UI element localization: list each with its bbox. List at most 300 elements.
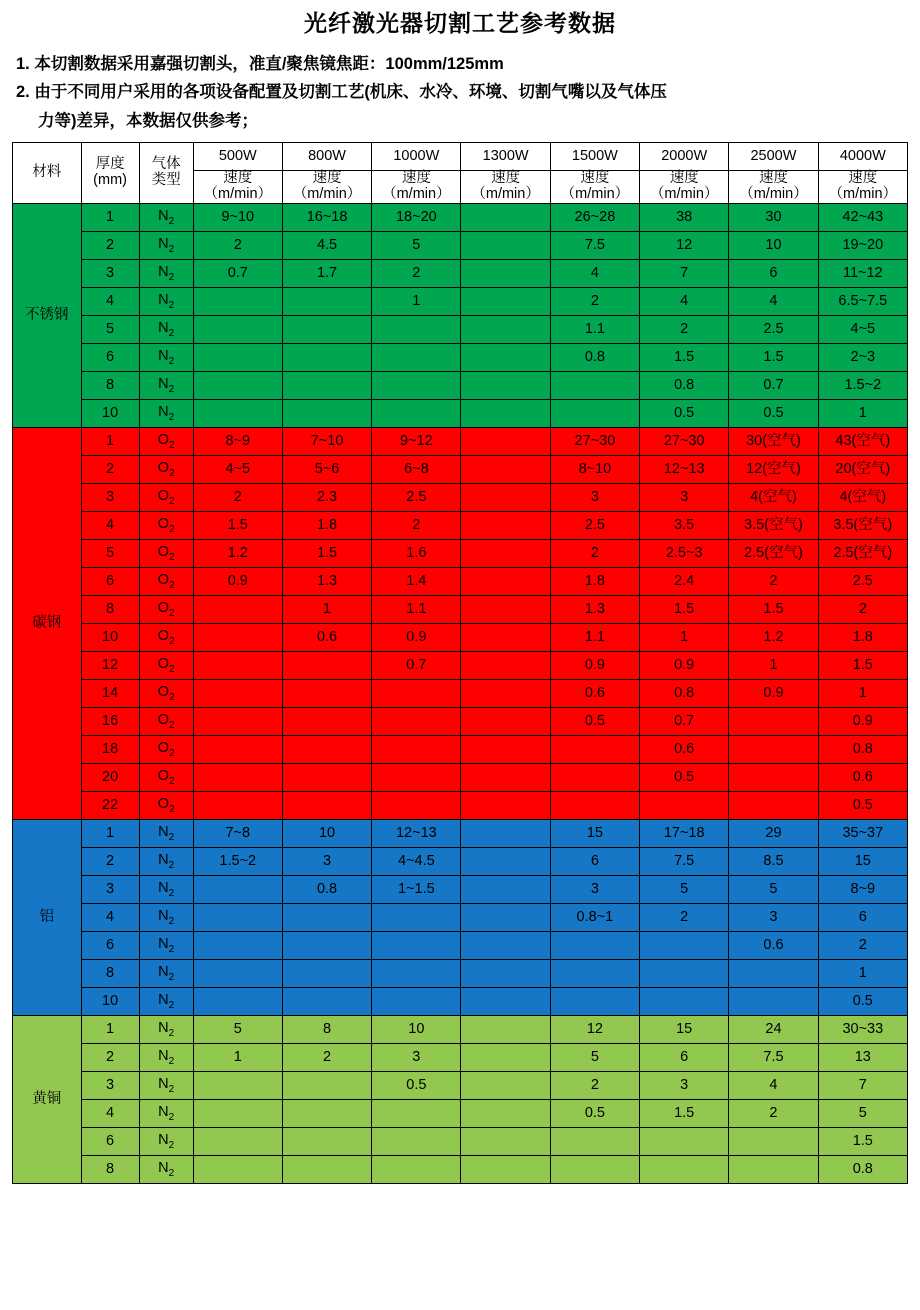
- thickness-cell: 2: [81, 232, 139, 260]
- speed-cell: 19~20: [818, 232, 907, 260]
- speed-cell: [461, 260, 550, 288]
- speed-cell: 7.5: [550, 232, 639, 260]
- speed-cell: [550, 736, 639, 764]
- gas-cell: $N_2$: [139, 1100, 193, 1128]
- speed-cell: [461, 1128, 550, 1156]
- header-thickness: [81, 143, 139, 204]
- speed-cell: [193, 680, 282, 708]
- speed-cell: [461, 680, 550, 708]
- table-row: [13, 1072, 908, 1100]
- speed-cell: [461, 372, 550, 400]
- speed-cell: 11~12: [818, 260, 907, 288]
- speed-cell: 4(空气): [729, 484, 818, 512]
- speed-cell: 0.6: [818, 764, 907, 792]
- speed-cell: [282, 736, 371, 764]
- thickness-cell: 2: [81, 456, 139, 484]
- thickness-cell: 4: [81, 288, 139, 316]
- speed-cell: [282, 1156, 371, 1184]
- table-row: [13, 540, 908, 568]
- gas-cell: $O_2$: [139, 708, 193, 736]
- header-speed-500w: [193, 171, 282, 204]
- speed-cell: 1.5: [640, 596, 729, 624]
- note-line-2: 2. 由于不同用户采用的各项设备配置及切割工艺(机床、水冷、环境、切割气嘴以及气体压: [16, 83, 667, 102]
- speed-cell: 1.5: [193, 512, 282, 540]
- thickness-cell: 4: [81, 1100, 139, 1128]
- table-row: [13, 652, 908, 680]
- speed-cell: 1.2: [193, 540, 282, 568]
- speed-cell: 3: [282, 848, 371, 876]
- gas-cell: $O_2$: [139, 540, 193, 568]
- speed-cell: 2: [193, 232, 282, 260]
- speed-cell: [461, 540, 550, 568]
- speed-cell: 12: [550, 1016, 639, 1044]
- speed-cell: [282, 1128, 371, 1156]
- speed-cell: 2: [282, 1044, 371, 1072]
- table-row: [13, 204, 908, 232]
- speed-cell: [729, 764, 818, 792]
- header-gas-line1: 气体: [151, 156, 181, 173]
- speed-cell: 4~4.5: [372, 848, 461, 876]
- speed-cell: [193, 736, 282, 764]
- speed-cell: 0.5: [818, 792, 907, 820]
- speed-cell: [461, 428, 550, 456]
- speed-cell: 2.5: [550, 512, 639, 540]
- speed-cell: [461, 820, 550, 848]
- speed-cell: 38: [640, 204, 729, 232]
- thickness-cell: 3: [81, 484, 139, 512]
- speed-cell: 5: [640, 876, 729, 904]
- thickness-cell: 2: [81, 1044, 139, 1072]
- thickness-cell: 4: [81, 512, 139, 540]
- table-row: [13, 288, 908, 316]
- speed-cell: [193, 1100, 282, 1128]
- speed-cell: 4: [729, 288, 818, 316]
- speed-cell: [550, 792, 639, 820]
- speed-cell: [372, 988, 461, 1016]
- speed-cell: 1: [640, 624, 729, 652]
- speed-cell: 8~9: [193, 428, 282, 456]
- speed-cell: [282, 932, 371, 960]
- speed-cell: 2: [550, 1072, 639, 1100]
- thickness-cell: 8: [81, 960, 139, 988]
- thickness-cell: 6: [81, 344, 139, 372]
- speed-cell: [461, 1156, 550, 1184]
- speed-cell: 2.5(空气): [729, 540, 818, 568]
- speed-cell: [461, 708, 550, 736]
- speed-cell: 4(空气): [818, 484, 907, 512]
- speed-cell: 30~33: [818, 1016, 907, 1044]
- thickness-cell: 4: [81, 904, 139, 932]
- table-body: [13, 204, 908, 1184]
- table-row: [13, 848, 908, 876]
- speed-unit: （m/min）: [560, 186, 630, 203]
- speed-cell: [461, 848, 550, 876]
- header-power-4000w: 4000W: [818, 143, 907, 171]
- gas-cell: $N_2$: [139, 204, 193, 232]
- speed-cell: 9~10: [193, 204, 282, 232]
- speed-cell: 5: [818, 1100, 907, 1128]
- gas-cell: $O_2$: [139, 596, 193, 624]
- speed-cell: 4~5: [193, 456, 282, 484]
- header-gas: [139, 143, 193, 204]
- speed-cell: [372, 792, 461, 820]
- speed-cell: 2: [550, 288, 639, 316]
- speed-cell: [729, 736, 818, 764]
- speed-cell: [461, 1072, 550, 1100]
- speed-cell: [193, 624, 282, 652]
- speed-cell: [193, 652, 282, 680]
- speed-cell: [372, 344, 461, 372]
- speed-cell: 30(空气): [729, 428, 818, 456]
- speed-cell: 24: [729, 1016, 818, 1044]
- table-row: [13, 1016, 908, 1044]
- speed-cell: 1.5: [640, 1100, 729, 1128]
- header-speed-1000w: [372, 171, 461, 204]
- gas-cell: $N_2$: [139, 260, 193, 288]
- speed-cell: [282, 344, 371, 372]
- thickness-cell: 8: [81, 1156, 139, 1184]
- speed-cell: 0.5: [550, 708, 639, 736]
- speed-unit: （m/min）: [203, 186, 273, 203]
- speed-cell: 0.9: [640, 652, 729, 680]
- speed-cell: [640, 1128, 729, 1156]
- table-row: [13, 344, 908, 372]
- speed-cell: [282, 400, 371, 428]
- header-thickness-line2: (mm): [93, 172, 127, 189]
- speed-cell: [193, 288, 282, 316]
- speed-cell: [282, 708, 371, 736]
- speed-label: 速度: [491, 170, 521, 187]
- speed-cell: 4~5: [818, 316, 907, 344]
- speed-cell: 10: [282, 820, 371, 848]
- speed-cell: 2: [729, 1100, 818, 1128]
- table-row: [13, 708, 908, 736]
- speed-cell: 2.5: [372, 484, 461, 512]
- header-speed-1300w: [461, 171, 550, 204]
- speed-cell: [461, 932, 550, 960]
- speed-cell: 12(空气): [729, 456, 818, 484]
- thickness-cell: 1: [81, 820, 139, 848]
- header-speed-2500w: [729, 171, 818, 204]
- table-row: [13, 820, 908, 848]
- speed-cell: 1.5: [729, 344, 818, 372]
- speed-cell: [461, 764, 550, 792]
- speed-cell: [729, 960, 818, 988]
- gas-cell: $N_2$: [139, 1016, 193, 1044]
- speed-cell: 0.6: [550, 680, 639, 708]
- speed-cell: [461, 652, 550, 680]
- speed-cell: [372, 764, 461, 792]
- thickness-cell: 18: [81, 736, 139, 764]
- speed-label: 速度: [223, 170, 253, 187]
- thickness-cell: 10: [81, 400, 139, 428]
- speed-cell: 4: [729, 1072, 818, 1100]
- speed-cell: 1.8: [550, 568, 639, 596]
- speed-unit: （m/min）: [739, 186, 808, 203]
- speed-cell: 3.5: [640, 512, 729, 540]
- speed-cell: 1: [818, 680, 907, 708]
- table-row: [13, 904, 908, 932]
- speed-cell: [193, 960, 282, 988]
- material-cell: 不锈钢: [13, 204, 82, 428]
- table-row: [13, 792, 908, 820]
- speed-cell: [193, 708, 282, 736]
- speed-cell: 3: [729, 904, 818, 932]
- thickness-cell: 8: [81, 372, 139, 400]
- speed-cell: [193, 792, 282, 820]
- speed-label: 速度: [580, 170, 610, 187]
- note-line-3: 力等)差异，本数据仅供参考；: [38, 111, 258, 130]
- speed-cell: [372, 736, 461, 764]
- speed-cell: 0.6: [729, 932, 818, 960]
- speed-cell: 7.5: [640, 848, 729, 876]
- table-row: [13, 400, 908, 428]
- speed-cell: 1.8: [818, 624, 907, 652]
- speed-cell: 3.5(空气): [818, 512, 907, 540]
- speed-cell: 0.8: [818, 1156, 907, 1184]
- speed-cell: [193, 876, 282, 904]
- speed-cell: [461, 1044, 550, 1072]
- table-row: [13, 456, 908, 484]
- material-cell: 碳钢: [13, 428, 82, 820]
- table-row: [13, 1100, 908, 1128]
- speed-cell: [729, 988, 818, 1016]
- speed-cell: [640, 1156, 729, 1184]
- speed-cell: [550, 764, 639, 792]
- thickness-cell: 1: [81, 428, 139, 456]
- speed-cell: 8.5: [729, 848, 818, 876]
- speed-cell: 7~10: [282, 428, 371, 456]
- speed-cell: [461, 1100, 550, 1128]
- speed-cell: 1.7: [282, 260, 371, 288]
- speed-cell: [550, 960, 639, 988]
- speed-cell: [193, 372, 282, 400]
- speed-cell: 8~10: [550, 456, 639, 484]
- speed-cell: 0.5: [550, 1100, 639, 1128]
- speed-cell: 0.5: [818, 988, 907, 1016]
- speed-cell: 1.6: [372, 540, 461, 568]
- speed-cell: [729, 1128, 818, 1156]
- speed-cell: [550, 372, 639, 400]
- speed-cell: 1.2: [729, 624, 818, 652]
- gas-cell: $N_2$: [139, 316, 193, 344]
- speed-cell: [461, 568, 550, 596]
- thickness-cell: 16: [81, 708, 139, 736]
- speed-cell: [640, 960, 729, 988]
- header-speed-1500w: [550, 171, 639, 204]
- speed-cell: 0.5: [372, 1072, 461, 1100]
- speed-cell: 35~37: [818, 820, 907, 848]
- speed-cell: [372, 1100, 461, 1128]
- speed-cell: 1.5: [818, 652, 907, 680]
- speed-cell: [282, 288, 371, 316]
- speed-cell: [461, 596, 550, 624]
- header-gas-line2: 类型: [151, 172, 181, 189]
- speed-cell: 5: [550, 1044, 639, 1072]
- speed-cell: [461, 456, 550, 484]
- speed-cell: 0.5: [640, 764, 729, 792]
- header-speed-4000w: [818, 171, 907, 204]
- speed-cell: 3: [550, 876, 639, 904]
- speed-cell: [372, 316, 461, 344]
- speed-cell: 7.5: [729, 1044, 818, 1072]
- speed-cell: 30: [729, 204, 818, 232]
- thickness-cell: 5: [81, 540, 139, 568]
- gas-cell: $N_2$: [139, 1128, 193, 1156]
- speed-cell: 1~1.5: [372, 876, 461, 904]
- speed-cell: 1.5: [282, 540, 371, 568]
- speed-cell: 43(空气): [818, 428, 907, 456]
- thickness-cell: 3: [81, 876, 139, 904]
- speed-cell: 3: [372, 1044, 461, 1072]
- speed-cell: [640, 792, 729, 820]
- speed-cell: 1: [818, 400, 907, 428]
- speed-cell: [729, 708, 818, 736]
- speed-cell: [372, 1128, 461, 1156]
- speed-cell: [461, 988, 550, 1016]
- speed-cell: 20(空气): [818, 456, 907, 484]
- speed-cell: 6.5~7.5: [818, 288, 907, 316]
- cutting-parameters-table: [12, 142, 908, 1184]
- speed-cell: 3.5(空气): [729, 512, 818, 540]
- speed-cell: 2.5: [729, 316, 818, 344]
- speed-cell: [282, 904, 371, 932]
- speed-cell: [461, 204, 550, 232]
- thickness-cell: 8: [81, 596, 139, 624]
- speed-cell: 12~13: [640, 456, 729, 484]
- speed-unit: （m/min）: [292, 186, 362, 203]
- speed-cell: [282, 960, 371, 988]
- speed-cell: 1: [372, 288, 461, 316]
- table-row: [13, 960, 908, 988]
- speed-cell: 10: [729, 232, 818, 260]
- thickness-cell: 22: [81, 792, 139, 820]
- speed-cell: 42~43: [818, 204, 907, 232]
- speed-cell: 4.5: [282, 232, 371, 260]
- thickness-cell: 20: [81, 764, 139, 792]
- speed-cell: [282, 680, 371, 708]
- speed-cell: 2: [193, 484, 282, 512]
- speed-cell: [193, 596, 282, 624]
- speed-cell: 2: [818, 596, 907, 624]
- speed-cell: 7: [640, 260, 729, 288]
- speed-cell: 0.8~1: [550, 904, 639, 932]
- speed-cell: [729, 792, 818, 820]
- gas-cell: $N_2$: [139, 1072, 193, 1100]
- note-line-1: 1. 本切割数据采用嘉强切割头，准直/聚焦镜焦距：100mm/125mm: [16, 54, 504, 73]
- speed-cell: 10: [372, 1016, 461, 1044]
- speed-cell: 1: [282, 596, 371, 624]
- speed-cell: 27~30: [640, 428, 729, 456]
- speed-cell: 2.4: [640, 568, 729, 596]
- speed-cell: 2: [729, 568, 818, 596]
- speed-cell: 26~28: [550, 204, 639, 232]
- gas-cell: $N_2$: [139, 988, 193, 1016]
- speed-cell: 2.5(空气): [818, 540, 907, 568]
- gas-cell: $O_2$: [139, 680, 193, 708]
- speed-cell: 2.3: [282, 484, 371, 512]
- table-row: [13, 596, 908, 624]
- speed-cell: 2.5~3: [640, 540, 729, 568]
- speed-cell: 5~6: [282, 456, 371, 484]
- speed-cell: 6: [729, 260, 818, 288]
- header-row-power: [13, 143, 908, 171]
- speed-cell: [729, 1156, 818, 1184]
- table-row: [13, 680, 908, 708]
- gas-cell: $O_2$: [139, 428, 193, 456]
- speed-cell: 1.1: [550, 624, 639, 652]
- speed-cell: 2: [550, 540, 639, 568]
- speed-label: 速度: [312, 170, 342, 187]
- speed-cell: [461, 792, 550, 820]
- speed-cell: [193, 400, 282, 428]
- speed-cell: [282, 372, 371, 400]
- speed-cell: 0.9: [193, 568, 282, 596]
- speed-cell: 5: [729, 876, 818, 904]
- speed-cell: [282, 652, 371, 680]
- header-power-1000w: 1000W: [372, 143, 461, 171]
- speed-cell: 1.3: [282, 568, 371, 596]
- speed-cell: 4: [640, 288, 729, 316]
- speed-cell: [372, 400, 461, 428]
- speed-cell: 1: [729, 652, 818, 680]
- speed-cell: [193, 1072, 282, 1100]
- speed-cell: 15: [550, 820, 639, 848]
- speed-cell: [193, 988, 282, 1016]
- speed-cell: 2.5: [818, 568, 907, 596]
- speed-cell: 18~20: [372, 204, 461, 232]
- speed-label: 速度: [401, 170, 431, 187]
- speed-cell: 16~18: [282, 204, 371, 232]
- thickness-cell: 3: [81, 260, 139, 288]
- speed-cell: 17~18: [640, 820, 729, 848]
- thickness-cell: 6: [81, 1128, 139, 1156]
- speed-cell: [372, 708, 461, 736]
- header-thickness-line1: 厚度: [95, 156, 125, 173]
- material-cell: 黄铜: [13, 1016, 82, 1184]
- speed-cell: 4: [550, 260, 639, 288]
- speed-cell: [461, 960, 550, 988]
- speed-unit: （m/min）: [382, 186, 451, 203]
- speed-cell: 0.8: [550, 344, 639, 372]
- speed-cell: 2: [640, 904, 729, 932]
- speed-cell: [461, 1016, 550, 1044]
- table-row: [13, 316, 908, 344]
- speed-cell: 8~9: [818, 876, 907, 904]
- speed-cell: [640, 932, 729, 960]
- speed-unit: （m/min）: [471, 186, 540, 203]
- speed-cell: 6: [640, 1044, 729, 1072]
- gas-cell: $N_2$: [139, 400, 193, 428]
- speed-cell: 2: [372, 512, 461, 540]
- speed-cell: [640, 988, 729, 1016]
- speed-cell: [550, 988, 639, 1016]
- header-material: 材料: [13, 143, 82, 204]
- gas-cell: $N_2$: [139, 344, 193, 372]
- table-row: [13, 1128, 908, 1156]
- speed-cell: 1.3: [550, 596, 639, 624]
- speed-cell: 0.5: [729, 400, 818, 428]
- speed-cell: 2~3: [818, 344, 907, 372]
- speed-cell: 0.8: [282, 876, 371, 904]
- gas-cell: $O_2$: [139, 456, 193, 484]
- speed-cell: 0.9: [818, 708, 907, 736]
- speed-cell: 6: [818, 904, 907, 932]
- table-row: [13, 372, 908, 400]
- speed-cell: 5: [193, 1016, 282, 1044]
- thickness-cell: 6: [81, 932, 139, 960]
- speed-cell: [282, 1100, 371, 1128]
